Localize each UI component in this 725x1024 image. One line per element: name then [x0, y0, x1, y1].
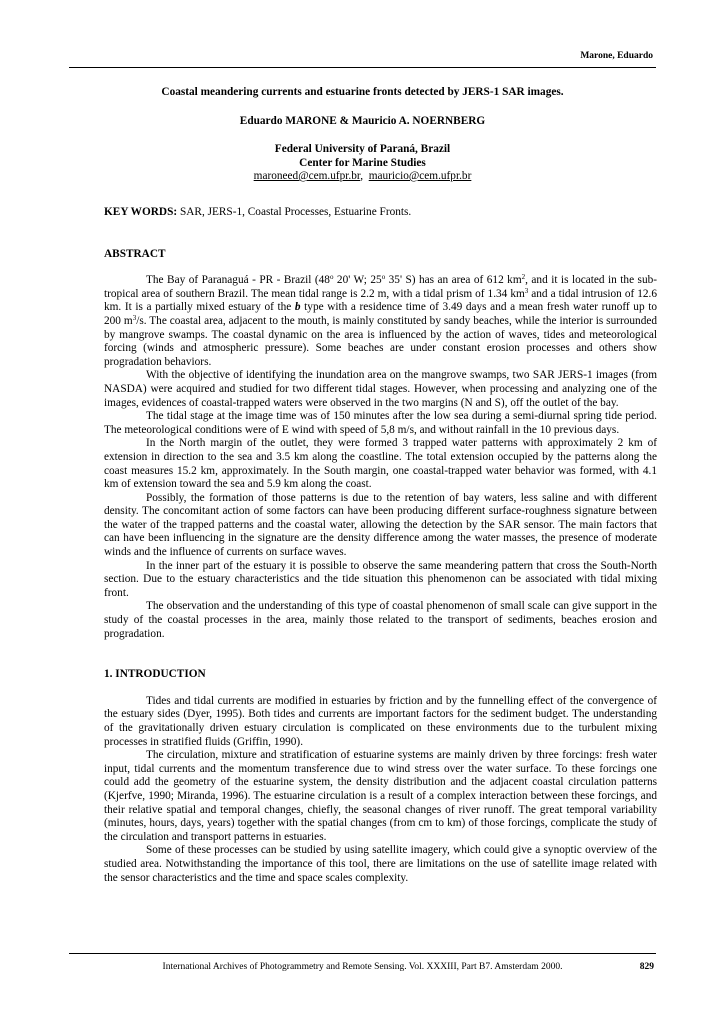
abstract-heading: ABSTRACT: [104, 247, 166, 260]
introduction-body: [104, 695, 657, 885]
introduction-paragraph-1: Tides and tidal currents are modified in estuaries by friction and by the funnelling effect of the convergence of the estuary sides (Dyer, 1995). Both tides and currents are important factors for the sediment budget. The understanding of the gravitationally driven estuary circulation is complicated on these environments due to the turbulent mixing processes in stratified fluids (Griffin, 1990).: [104, 694, 657, 748]
footer-journal: International Archives of Photogrammetry and Remote Sensing. Vol. XXXIII, Part B7. Amsterdam 2000.: [162, 962, 563, 972]
emails: [69, 170, 656, 184]
abstract-paragraph-5: Possibly, the formation of those patterns is due to the retention of bay waters, less saline and with different density. The concomitant action of some factors can have been producing different surface-roughness signature between the water of the trapped patterns and the coastal water, allowing the detection by the SAR sensor. The main factors that can have been influencing in the signature are the density difference among the water masses, the presence of moderate winds and the influence of currents on surface waves.: [104, 491, 657, 559]
keywords-label: KEY WORDS:: [104, 206, 178, 218]
abstract-paragraph-3: The tidal stage at the image time was of 150 minutes after the low sea during a semi-diurnal spring tide period. The meteorological conditions were of E wind with speed of 5,8 m/s, and without rainfall in the 10 previous days.: [104, 410, 657, 436]
footer-rule: [69, 953, 656, 954]
affiliation-center: Center for Marine Studies: [299, 156, 426, 169]
abstract-paragraph-4: In the North margin of the outlet, they were formed 3 trapped water patterns with approximately 2 km of extension in direction to the sea and 3.5 km along the coastline. The total extension occupied by the patterns along the coast measures 15.2 km, approximately. In the South margin, one coastal-trapped water behavior was formed, with 4.1 km of extension toward the sea and 5.9 km along the coast.: [104, 437, 657, 491]
introduction-heading: 1. INTRODUCTION: [104, 668, 206, 681]
header-rule: [69, 67, 656, 68]
authors: Eduardo MARONE & Mauricio A. NOERNBERG: [239, 114, 486, 127]
page-number: 829: [639, 962, 654, 972]
introduction-paragraph-2: The circulation, mixture and stratification of estuarine systems are mainly driven by three forcings: fresh water input, tidal currents and the momentum transference due to wind stress over the water surface. To these forcings one could add the geometry of the estuarine system, the density distribution and the adjacent coastal circulation patterns (Kjerfve, 1990; Miranda, 1996). The estuarine circulation is a result of a complex interaction between these forcings, and their relative spatial and temporal changes, chiefly, the seasonal changes of river runoff. The great temporal variability (minutes, hours, days, years) together with the spatial changes (from cm to km) of those forcings, complicate the study of the circulation and transport patterns in estuaries.: [104, 749, 657, 843]
body-text: [104, 206, 657, 885]
abstract-paragraph-6: In the inner part of the estuary it is possible to observe the same meandering pattern that cross the South-North section. Due to the estuary characteristics and the tide situation this phenomenon can be associated with tidal mixing front.: [104, 559, 657, 599]
running-head: Marone, Eduardo: [580, 51, 653, 61]
affiliation-university: Federal University of Paraná, Brazil: [274, 143, 451, 155]
abstract-paragraph-7: The observation and the understanding of this type of coastal phenomenon of small scale can give support in the study of the coastal processes in the area, mainly those related to the transport of sediments, beaches erosion and progradation.: [104, 600, 657, 640]
abstract-paragraph-2: With the objective of identifying the inundation area on the mangrove swamps, two SAR JERS-1 images (from NASDA) were acquired and studied for two different tidal stages. However, when processing and analyzing one of the images, evidences of coastal-trapped waters were observed in the two margins (N and S), off the outlet of the bay.: [104, 369, 657, 409]
keywords: [104, 206, 657, 220]
title-block: [69, 86, 656, 184]
introduction-paragraph-3: Some of these processes can be studied by using satellite imagery, which could give a synoptic overview of the studied area. Notwithstanding the importance of this tool, there are limitations on the use of satellite image related with the sensor characteristics and the time and space scales complexity.: [104, 844, 657, 884]
email-link-marone[interactable]: maroneed@cem.ufpr.br: [253, 170, 361, 182]
email-separator: ,: [360, 170, 364, 182]
email-link-noernberg[interactable]: mauricio@cem.ufpr.br: [368, 170, 472, 182]
abstract-body: [104, 274, 657, 641]
keywords-text: SAR, JERS-1, Coastal Processes, Estuarine Fronts.: [179, 206, 412, 218]
paper-title: Coastal meandering currents and estuarine fronts detected by JERS-1 SAR images.: [161, 86, 564, 98]
abstract-paragraph-1: The Bay of Paranaguá - PR - Brazil (48$^o$ 20' W; 25$^o$ 35' S) has an area of 612 $km^2$, and it is located in the sub-tropical area of southern Brazil. The mean tidal range is 2.2 m, with a tidal prism of 1.34 $km^3$ and a tidal intrusion of 12.6 km. It is a partially mixed estuary of the b type with a residence time of 3.49 days and a mean fresh water runoff up to 200 $m^3/s$. The coastal area, adjacent to the mouth, is mainly constituted by sandy beaches, while the interior is surrounded by mangrove swamps. The coastal dynamic on the area is influenced by the action of waves, tides and meteorological forcing (winds and atmospheric pressure). Some beaches are under constant erosion processes and others show progradation behaviors.: [104, 273, 657, 368]
